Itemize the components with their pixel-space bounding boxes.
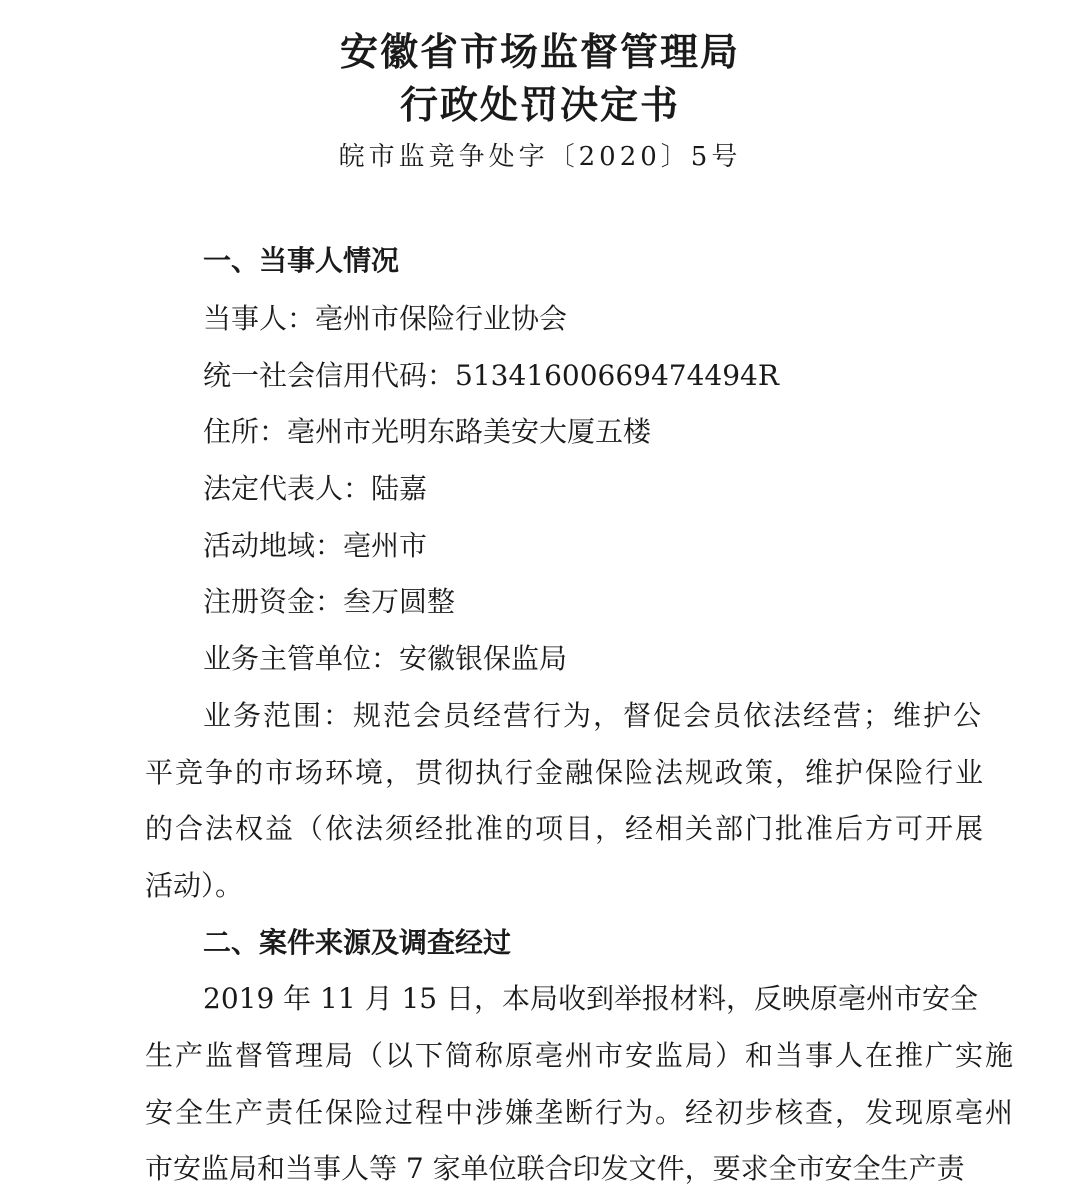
credit-code: 统一社会信用代码：51341600669474494R	[203, 359, 779, 392]
supervising-unit: 业务主管单位：安徽银保监局	[203, 642, 568, 675]
registered-capital: 注册资金：叁万圆整	[203, 585, 456, 618]
business-scope-line: 平竞争的市场环境，贯彻执行金融保险法规政策，维护保险行业	[145, 756, 986, 789]
section2-heading: 二、案件来源及调查经过	[203, 926, 512, 959]
document-title-authority: 安徽省市场监督管理局	[339, 29, 740, 74]
business-scope-line: 活动）。	[145, 869, 244, 902]
document-title-type: 行政处罚决定书	[399, 82, 680, 127]
case-body-line: 2019 年 11 月 15 日，本局收到举报材料，反映原亳州市安全	[203, 982, 979, 1015]
case-body-line: 市安监局和当事人等 7 家单位联合印发文件，要求全市安全生产责	[145, 1152, 965, 1185]
legal-representative: 法定代表人：陆嘉	[203, 472, 428, 505]
case-body-line: 生产监督管理局（以下简称原亳州市安监局）和当事人在推广实施	[145, 1039, 1016, 1072]
business-scope-line: 业务范围：规范会员经营行为，督促会员依法经营；维护公	[203, 699, 984, 732]
party-name: 当事人：亳州市保险行业协会	[203, 302, 568, 335]
activity-region: 活动地域：亳州市	[203, 529, 428, 562]
document-number: 皖市监竞争处字〔2020〕5号	[338, 142, 742, 172]
case-body-line: 安全生产责任保险过程中涉嫌垄断行为。经初步核查，发现原亳州	[145, 1096, 1016, 1129]
section1-heading: 一、当事人情况	[203, 244, 400, 277]
party-address: 住所：亳州市光明东路美安大厦五楼	[203, 415, 652, 448]
business-scope-line: 的合法权益（依法须经批准的项目，经相关部门批准后方可开展	[145, 812, 986, 845]
